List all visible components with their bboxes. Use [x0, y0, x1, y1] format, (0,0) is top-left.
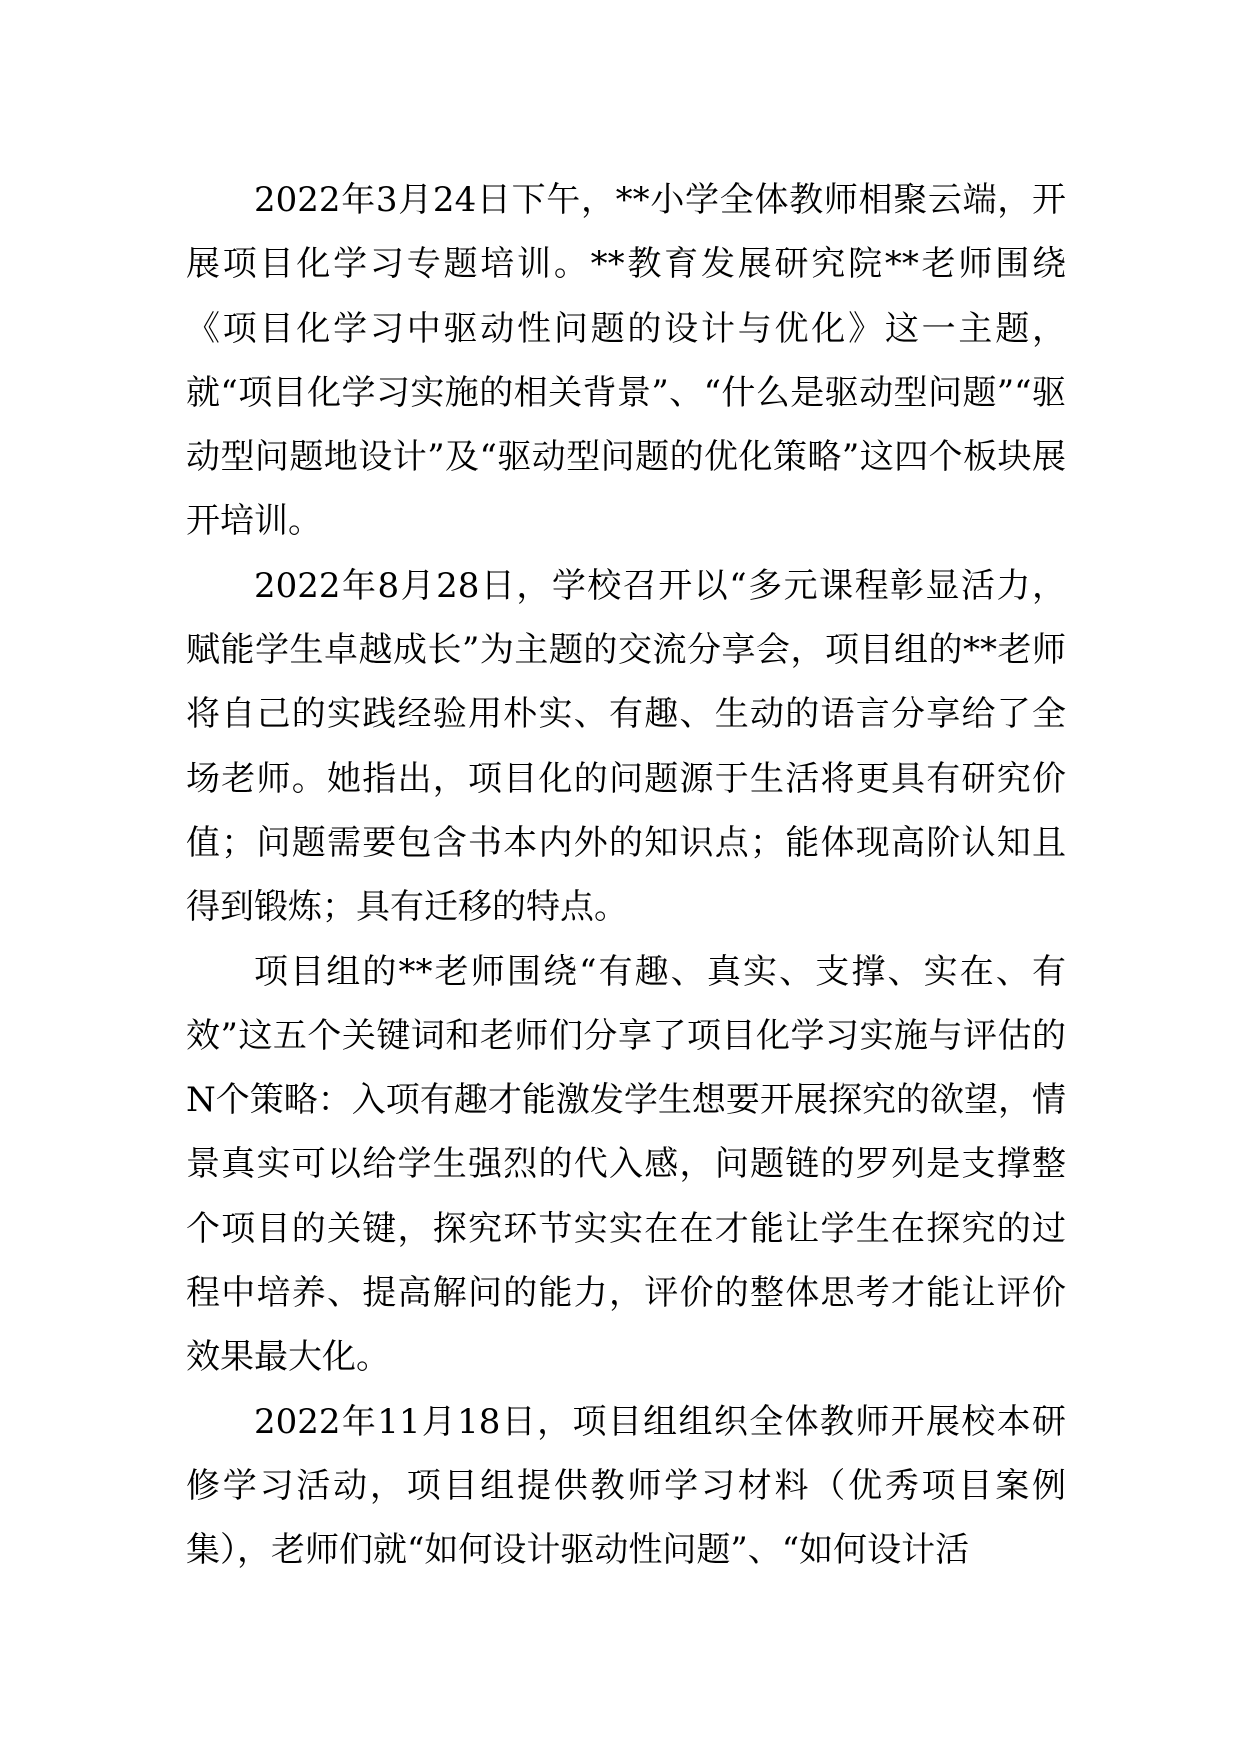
paragraph-school-study: 2022年11月18日，项目组组织全体教师开展校本研修学习活动，项目组提供教师学习材料（优秀项目案例集），老师们就“如何设计驱动性问题”、“如何设计活	[186, 1401, 1066, 1571]
paragraph-sharing-session: 2022年8月28日，学校召开以“多元课程彰显活力，赋能学生卓越成长”为主题的交流分享会，项目组的**老师将自己的实践经验用朴实、有趣、生动的语言分享给了全场老师。她指出，项目化的问题源于生活将更具有研究价值；问题需要包含书本内外的知识点；能体现高阶认知且得到锻炼；具有迁移的特点。	[186, 565, 1066, 928]
paragraph-online-training: 2022年3月24日下午，**小学全体教师相聚云端，开展项目化学习专题培训。**教育发展研究院**老师围绕《项目化学习中驱动性问题的设计与优化》这一主题，就“项目化学习实施的相关背景”、“什么是驱动型问题”“驱动型问题地设计”及“驱动型问题的优化策略”这四个板块展开培训。	[186, 180, 1066, 542]
paragraph-strategies: 项目组的**老师围绕“有趣、真实、支撑、实在、有效”这五个关键词和老师们分享了项目化学习实施与评估的N个策略：入项有趣才能激发学生想要开展探究的欲望，情景真实可以给学生强烈的代入感，问题链的罗列是支撑整个项目的关键，探究环节实实在在才能让学生在探究的过程中培养、提高解问的能力，评价的整体思考才能让评价效果最大化。	[186, 951, 1066, 1378]
document-body	[186, 168, 1066, 1583]
